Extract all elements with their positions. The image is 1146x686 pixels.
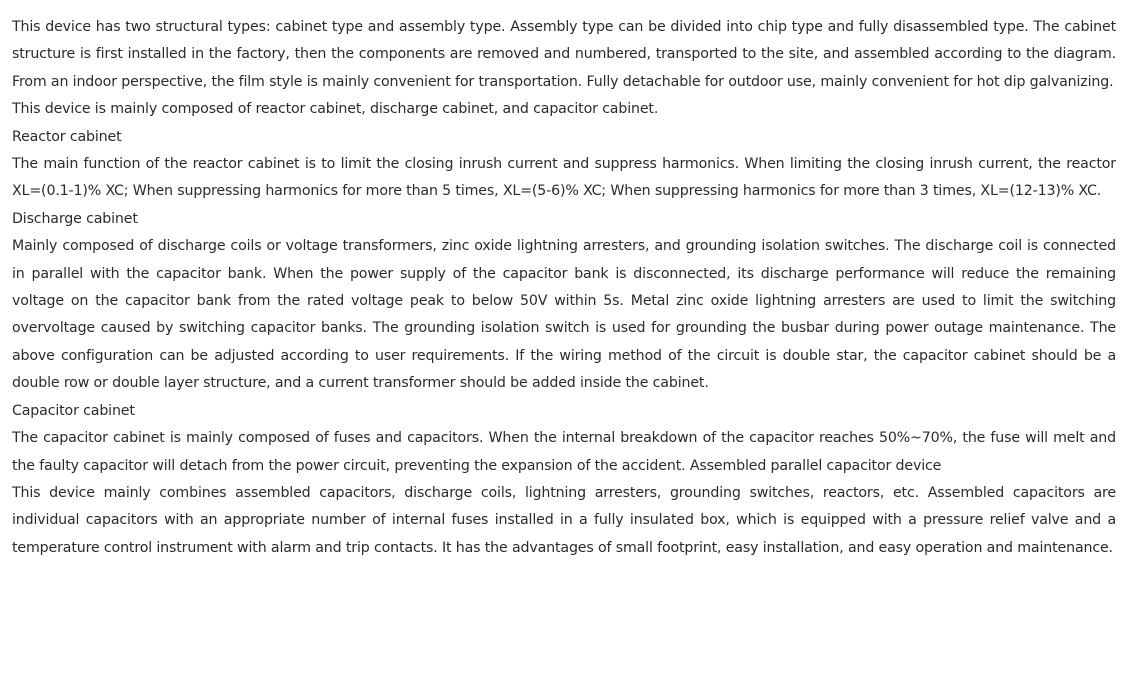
document-body	[12, 14, 1116, 562]
discharge-cabinet-paragraph: Mainly composed of discharge coils or voltage transformers, zinc oxide lightning arresters, and grounding isolation switches. The discharge coil is connected in parallel with the capacitor bank. When the power supply of the capacitor bank is disconnected, its discharge performance will reduce the remaining voltage on the capacitor bank from the rated voltage peak to below 50V within 5s. Metal zinc oxide lightning arresters are used to limit the switching overvoltage caused by switching capacitor banks. The grounding isolation switch is used for grounding the busbar during power outage maintenance. The above configuration can be adjusted according to user requirements. If the wiring method of the circuit is double star, the capacitor cabinet should be a double row or double layer structure, and a current transformer should be added inside the cabinet.	[12, 238, 1116, 392]
reactor-cabinet-heading: Reactor cabinet	[12, 128, 122, 145]
discharge-cabinet-heading: Discharge cabinet	[12, 210, 138, 227]
reactor-cabinet-paragraph: The main function of the reactor cabinet is to limit the closing inrush current and suppress harmonics. When limiting the closing inrush current, the reactor XL=(0.1-1)% XC; When suppressing harmonics for more than 5 times, XL=(5-6)% XC; When suppressing harmonics for more than 3 times, XL=(12-13)% XC.	[12, 156, 1116, 200]
capacitor-cabinet-heading: Capacitor cabinet	[12, 402, 135, 419]
capacitor-cabinet-paragraph: The capacitor cabinet is mainly composed of fuses and capacitors. When the internal breakdown of the capacitor reaches 50%~70%, the fuse will melt and the faulty capacitor will detach from the power circuit, preventing the expansion of the accident. Assembled parallel capacitor device	[12, 430, 1116, 474]
composition-paragraph: This device is mainly composed of reactor cabinet, discharge cabinet, and capacitor cabinet.	[12, 101, 659, 118]
intro-paragraph: This device has two structural types: cabinet type and assembly type. Assembly type can be divided into chip type and fully disassembled type. The cabinet structure is first installed in the factory, then the components are removed and numbered, transported to the site, and assembled according to the diagram. From an indoor perspective, the film style is mainly convenient for transportation. Fully detachable for outdoor use, mainly convenient for hot dip galvanizing.	[12, 19, 1116, 90]
assembled-device-paragraph: This device mainly combines assembled capacitors, discharge coils, lightning arresters, grounding switches, reactors, etc. Assembled capacitors are individual capacitors with an appropriate number of internal fuses installed in a fully insulated box, which is equipped with a pressure relief valve and a temperature control instrument with alarm and trip contacts. It has the advantages of small footprint, easy installation, and easy operation and maintenance.	[12, 484, 1116, 556]
